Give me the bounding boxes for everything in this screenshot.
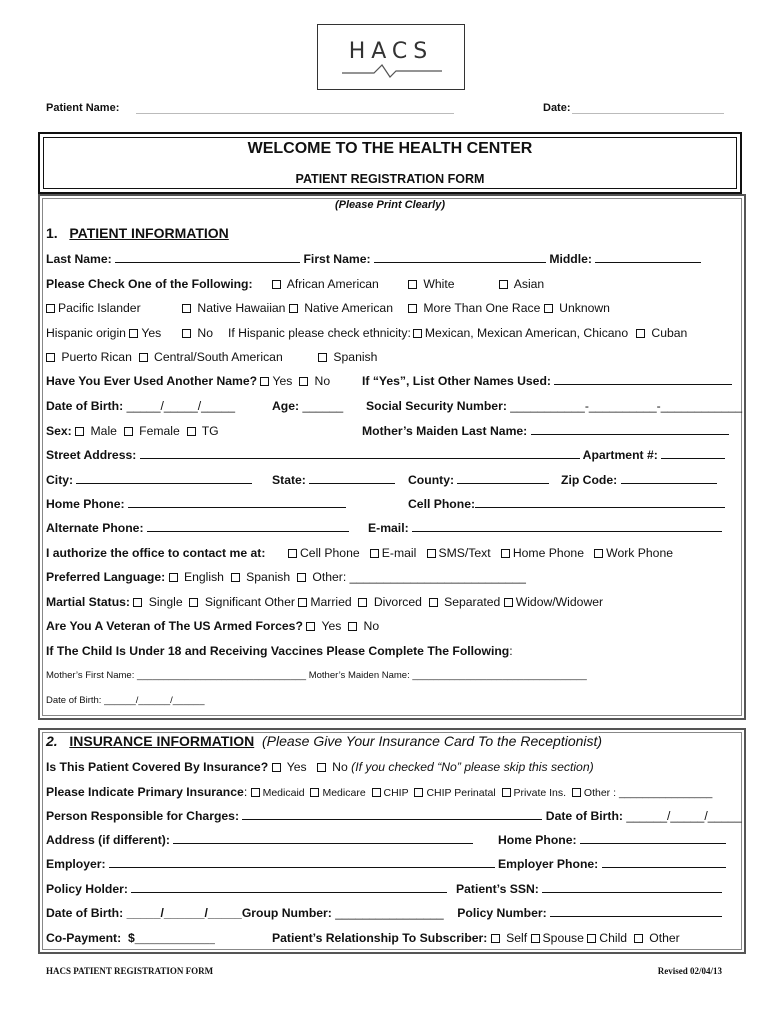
group-field[interactable]: ________________ [335,906,444,920]
employer-phone-label: Employer Phone: [498,857,599,871]
checkbox[interactable] [46,304,55,313]
contact-option: Home Phone [512,546,584,560]
child-dob-field[interactable]: ______/______/______ [104,695,205,706]
ethnicity-cuban[interactable] [636,326,687,340]
checkbox[interactable] [318,353,327,362]
checkbox[interactable] [298,598,307,607]
home-phone-row [46,497,346,511]
authorize-label: I authorize the office to contact me at: [46,546,266,560]
patient-ssn-label: Patient’s SSN: [456,882,539,896]
ethnicity-option: Central/South American [154,350,283,364]
copay-dollar: $ [127,931,135,945]
ethnicity-spanish[interactable] [318,350,377,364]
city-row [46,473,252,487]
race-row-1 [46,277,253,291]
patient-name-field[interactable] [136,113,454,114]
child-dob-label: Date of Birth: [46,695,102,706]
first-name-field[interactable] [374,252,546,263]
race-label: Pacific Islander [58,301,141,315]
contact-option: Work Phone [606,546,673,560]
checkbox[interactable] [429,598,438,607]
race-label: African American [286,277,379,291]
date-field[interactable] [572,113,724,114]
ethnicity-option: Puerto Rican [61,350,132,364]
state-label: State: [272,473,306,487]
policy-holder-row [46,882,447,896]
home-phone-field[interactable] [128,497,346,508]
middle-name-field[interactable] [595,252,701,263]
patient-name-label: Patient Name: [46,102,120,114]
checkbox[interactable] [182,329,191,338]
county-label: County: [408,473,455,487]
marital-option: Single [148,595,183,609]
dob-field[interactable]: _____/______/_____ [126,906,242,920]
other-names-row [362,374,732,388]
employer-row [46,857,495,871]
marital-option: Significant Other [204,595,295,609]
maiden-label: Mother’s Maiden Last Name: [362,424,528,438]
checkbox[interactable] [124,427,133,436]
no-label: No [197,326,213,340]
form-subtitle: PATIENT REGISTRATION FORM [295,172,485,186]
yes-label: Yes [286,760,307,774]
ssn-field[interactable]: ___________-__________-____________ [510,399,743,413]
home-phone-field[interactable] [580,833,726,844]
sex-label: Sex: [46,424,72,438]
maiden-field[interactable] [531,424,729,435]
checkbox[interactable] [272,763,281,772]
race-option[interactable] [499,277,544,291]
checkbox[interactable] [260,377,269,386]
first-name-label: First Name: [303,252,371,266]
checkbox[interactable] [501,549,510,558]
checkbox[interactable] [572,788,581,797]
policy-number-label: Policy Number: [457,906,547,920]
footer-left: HACS PATIENT REGISTRATION FORM [46,966,214,976]
address-field[interactable] [173,833,473,844]
age-row [272,399,343,413]
no-label: No [314,374,331,388]
form-title: WELCOME TO THE HEALTH CENTER [247,140,533,157]
county-row [408,473,549,487]
alt-phone-label: Alternate Phone: [46,521,144,535]
home-phone-label: Home Phone: [498,833,577,847]
sex-option: TG [201,424,219,438]
insurance-option: Other : [583,787,617,799]
language-option: Spanish [246,570,291,584]
copay-field[interactable]: ________________ [134,934,215,944]
sex-option: Male [90,424,117,438]
dob-group-row [46,906,722,920]
alt-phone-row [46,521,349,535]
other-name-row [46,374,330,388]
dob-label: Date of Birth: [46,906,124,920]
address-label: Address (if different): [46,833,170,847]
marital-option: Divorced [373,595,422,609]
checkbox[interactable] [372,788,381,797]
employer-phone-field[interactable] [602,857,726,868]
language-row [46,570,526,584]
logo-swoosh-icon [340,61,444,79]
policy-number-field[interactable] [550,906,722,917]
age-label: Age: [272,399,300,413]
contact-option: Cell Phone [300,546,360,560]
checkbox[interactable] [251,788,260,797]
checkbox[interactable] [370,549,379,558]
no-label: No [332,760,348,774]
patient-info-heading [46,225,229,241]
policy-holder-label: Policy Holder: [46,882,128,896]
checkbox[interactable] [491,934,500,943]
checkbox[interactable] [413,329,422,338]
yes-label: Yes [141,326,162,340]
mother-row [46,670,587,681]
street-label: Street Address: [46,448,137,462]
no-label: No [363,619,380,633]
checkbox[interactable] [348,622,357,631]
email-row [368,521,722,535]
marital-option: Separated [444,595,501,609]
language-option: Other: [312,570,347,584]
address-row [46,833,473,847]
checkbox[interactable] [499,280,508,289]
marital-option: Widow/Widower [515,595,604,609]
cell-phone-field[interactable] [475,497,725,508]
policy-holder-field[interactable] [131,882,447,893]
ethnicity-row-2 [46,350,283,364]
email-field[interactable] [412,521,722,532]
checkbox[interactable] [272,280,281,289]
relationship-option: Self [506,931,528,945]
race-label: More Than One Race [423,301,541,315]
name-row [46,252,701,266]
middle-label: Middle: [549,252,592,266]
checkbox[interactable] [358,598,367,607]
checkbox[interactable] [129,329,138,338]
dob-row [46,399,235,413]
checkbox[interactable] [408,304,417,313]
insurance-heading [46,733,602,749]
checkbox[interactable] [504,598,513,607]
hispanic-row [46,326,161,340]
logo-text: HACS [348,39,434,64]
checkbox[interactable] [408,280,417,289]
checkbox[interactable] [189,598,198,607]
street-field[interactable] [140,448,580,459]
alt-phone-field[interactable] [147,521,349,532]
responsible-field[interactable] [242,809,542,820]
apartment-field[interactable] [661,448,725,459]
zip-label: Zip Code: [561,473,618,487]
insurance-option: CHIP Perinatal [426,787,496,799]
race-label: Native American [304,301,393,315]
mother-maiden-field[interactable]: _________________________________ [412,670,587,681]
copay-label: Co-Payment: [46,931,122,945]
ssn-label: Social Security Number: [366,399,507,413]
marital-option: Married [310,595,352,609]
hispanic-no[interactable] [182,326,213,340]
county-field[interactable] [457,473,549,484]
checkbox[interactable] [289,304,298,313]
checkbox[interactable] [414,788,423,797]
checkbox[interactable] [133,598,142,607]
relationship-row [272,931,680,945]
checkbox[interactable] [544,304,553,313]
mother-first-label: Mother’s First Name: [46,670,135,681]
covered-row [46,760,594,774]
section-title: INSURANCE INFORMATION [69,733,255,749]
mother-first-field[interactable]: ________________________________ [136,670,307,681]
patient-ssn-row [456,882,722,896]
ethnicity-option: Spanish [333,350,378,364]
checkbox[interactable] [306,622,315,631]
date-label: Date: [543,102,571,114]
checkbox[interactable] [594,549,603,558]
ethnicity-row [228,326,628,340]
state-field[interactable] [309,473,395,484]
checkbox[interactable] [587,934,596,943]
dob-label: Date of Birth: [545,809,623,823]
marital-row [46,595,603,609]
dob-field[interactable]: ______/_____/_____ [626,809,742,823]
race-option[interactable] [272,277,379,291]
primary-row [46,785,712,799]
sex-row [46,424,219,438]
race-label: White [423,277,455,291]
skip-note: (If you checked “No” please skip this section) [351,760,594,774]
race-option[interactable] [182,301,393,315]
dob-label: Date of Birth: [46,399,124,413]
print-clearly-note: (Please Print Clearly) [334,199,446,211]
section-title: PATIENT INFORMATION [69,225,229,241]
email-label: E-mail: [368,521,409,535]
checkbox[interactable] [46,353,55,362]
other-name-label: Have You Ever Used Another Name? [46,374,258,388]
maiden-row [362,424,729,438]
checkbox[interactable] [636,329,645,338]
copay-row [46,931,215,945]
primary-colon: : [243,785,248,799]
group-label: Group Number: [241,906,332,920]
relationship-option: Child [599,931,628,945]
yes-label: Yes [272,374,293,388]
ethnicity-label: If Hispanic please check ethnicity: [228,326,411,340]
patient-ssn-field[interactable] [542,882,722,893]
language-option: English [183,570,224,584]
state-row [272,473,395,487]
checkbox[interactable] [231,573,240,582]
contact-option: SMS/Text [438,546,491,560]
checkbox[interactable] [299,377,308,386]
apartment-label: Apartment #: [582,448,658,462]
mother-maiden-label: Mother’s Maiden Name: [308,670,410,681]
yes-label: Yes [321,619,342,633]
checkbox[interactable] [182,304,191,313]
insurance-option: CHIP [383,787,409,799]
insurance-option: Private Ins. [513,787,567,799]
insurance-other-field[interactable]: ________________ [618,787,713,799]
language-other-field[interactable]: __________________________ [349,570,526,584]
if-yes-label: If “Yes”, List Other Names Used: [362,374,551,388]
checkbox[interactable] [427,549,436,558]
checkbox[interactable] [317,763,326,772]
child-colon: : [509,644,513,658]
checkbox[interactable] [187,427,196,436]
checkbox[interactable] [139,353,148,362]
other-names-field[interactable] [554,374,732,385]
relationship-option: Other [649,931,680,945]
ethnicity-option: Cuban [651,326,688,340]
insurance-option: Medicaid [262,787,305,799]
last-name-label: Last Name: [46,252,112,266]
last-name-field[interactable] [115,252,300,263]
checkbox[interactable] [531,934,540,943]
age-field[interactable]: ______ [302,399,344,413]
race-option[interactable] [408,277,455,291]
marital-label: Martial Status: [46,595,130,609]
logo [317,24,465,90]
checkbox[interactable] [75,427,84,436]
checkbox[interactable] [502,788,511,797]
language-label: Preferred Language: [46,570,166,584]
cell-phone-row [408,497,725,511]
city-label: City: [46,473,74,487]
checkbox[interactable] [288,549,297,558]
street-row [46,448,725,462]
primary-label: Please Indicate Primary Insurance [46,785,244,799]
insurance-note: (Please Give Your Insurance Card To the Receptionist) [261,733,603,749]
insurance-option: Medicare [322,787,366,799]
checkbox[interactable] [634,934,643,943]
responsible-row [46,809,742,823]
employer-phone-row [498,857,726,871]
veteran-label: Are You A Veteran of The US Armed Forces? [46,619,303,633]
hispanic-label: Hispanic origin [46,326,126,340]
section-number: 1. [46,225,58,241]
employer-label: Employer: [46,857,106,871]
ins-home-phone-row [498,833,726,847]
race-option[interactable] [408,301,610,315]
city-field[interactable] [76,473,252,484]
check-one-label: Please Check One of the Following: [46,277,253,291]
checkbox[interactable] [310,788,319,797]
race-option[interactable] [46,301,141,315]
covered-label: Is This Patient Covered By Insurance? [46,760,269,774]
section-number: 2. [46,733,58,749]
sex-option: Female [139,424,180,438]
contact-options [288,546,673,560]
relationship-option: Spouse [542,931,584,945]
race-label: Native Hawaiian [197,301,286,315]
dob-field[interactable]: _____/_____/_____ [126,399,236,413]
zip-row [561,473,717,487]
child-label: If The Child Is Under 18 and Receiving Vaccines Please Complete The Following [46,644,510,658]
child-row [46,644,513,658]
responsible-label: Person Responsible for Charges: [46,809,240,823]
child-dob-row [46,695,204,706]
ethnicity-option: Mexican, Mexican American, Chicano [424,326,629,340]
home-phone-label: Home Phone: [46,497,125,511]
veteran-row [46,619,379,633]
employer-field[interactable] [109,857,495,868]
checkbox[interactable] [169,573,178,582]
checkbox[interactable] [297,573,306,582]
race-label: Unknown [559,301,610,315]
cell-phone-label: Cell Phone: [408,497,476,511]
footer-right: Revised 02/04/13 [657,966,722,976]
ssn-row [366,399,742,413]
relationship-label: Patient’s Relationship To Subscriber: [272,931,488,945]
zip-field[interactable] [621,473,717,484]
contact-option: E-mail [381,546,417,560]
race-label: Asian [513,277,545,291]
